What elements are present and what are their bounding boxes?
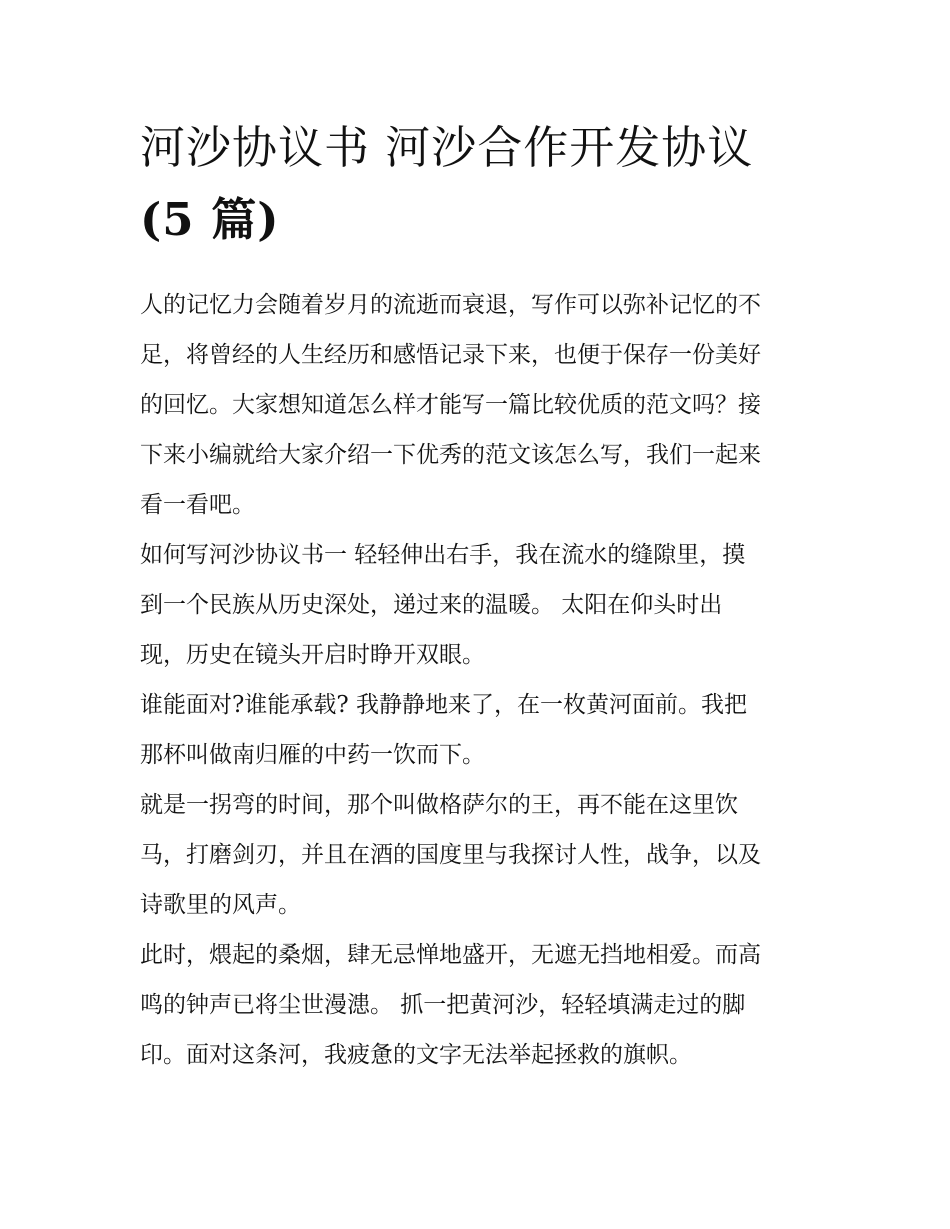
text-line: 此时，煨起的桑烟，肆无忌惮地盛开，无遮无挡地相爱。而高 bbox=[140, 942, 761, 968]
text-line: 马，打磨剑刃，并且在酒的国度里与我探讨人性，战争，以及 bbox=[140, 842, 761, 868]
document-body bbox=[140, 280, 820, 1080]
text-line: 现，历史在镜头开启时睁开双眼。 bbox=[140, 642, 485, 668]
title-line-1: 河沙协议书 河沙合作开发协议 bbox=[140, 121, 754, 174]
text-line: 到一个民族从历史深处，递过来的温暖。 太阳在仰头时出 bbox=[140, 592, 723, 618]
paragraph-intro bbox=[140, 280, 820, 530]
text-line: 那杯叫做南归雁的中药一饮而下。 bbox=[140, 742, 485, 768]
paragraph-3 bbox=[140, 680, 820, 780]
paragraph-2 bbox=[140, 530, 820, 680]
text-line: 的回忆。大家想知道怎么样才能写一篇比较优质的范文吗？接 bbox=[140, 392, 761, 418]
text-line: 下来小编就给大家介绍一下优秀的范文该怎么写，我们一起来 bbox=[140, 442, 761, 468]
text-line: 足，将曾经的人生经历和感悟记录下来，也便于保存一份美好 bbox=[140, 342, 761, 368]
paragraph-4 bbox=[140, 780, 820, 930]
text-line: 印。面对这条河，我疲惫的文字无法举起拯救的旗帜。 bbox=[140, 1042, 692, 1068]
text-line: 谁能面对?谁能承载? 我静静地来了，在一枚黄河面前。我把 bbox=[140, 692, 747, 718]
document-title bbox=[140, 112, 820, 256]
text-line: 看一看吧。 bbox=[140, 492, 255, 518]
text-line: 如何写河沙协议书一 轻轻伸出右手，我在流水的缝隙里，摸 bbox=[140, 542, 746, 568]
text-line: 鸣的钟声已将尘世漫漶。 抓一把黄河沙，轻轻填满走过的脚 bbox=[140, 992, 746, 1018]
paragraph-5 bbox=[140, 930, 820, 1080]
text-line: 人的记忆力会随着岁月的流逝而衰退，写作可以弥补记忆的不 bbox=[140, 292, 761, 318]
text-line: 诗歌里的风声。 bbox=[140, 892, 301, 918]
title-line-2: (5 篇) bbox=[140, 193, 280, 246]
text-line: 就是一拐弯的时间，那个叫做格萨尔的王，再不能在这里饮 bbox=[140, 792, 738, 818]
